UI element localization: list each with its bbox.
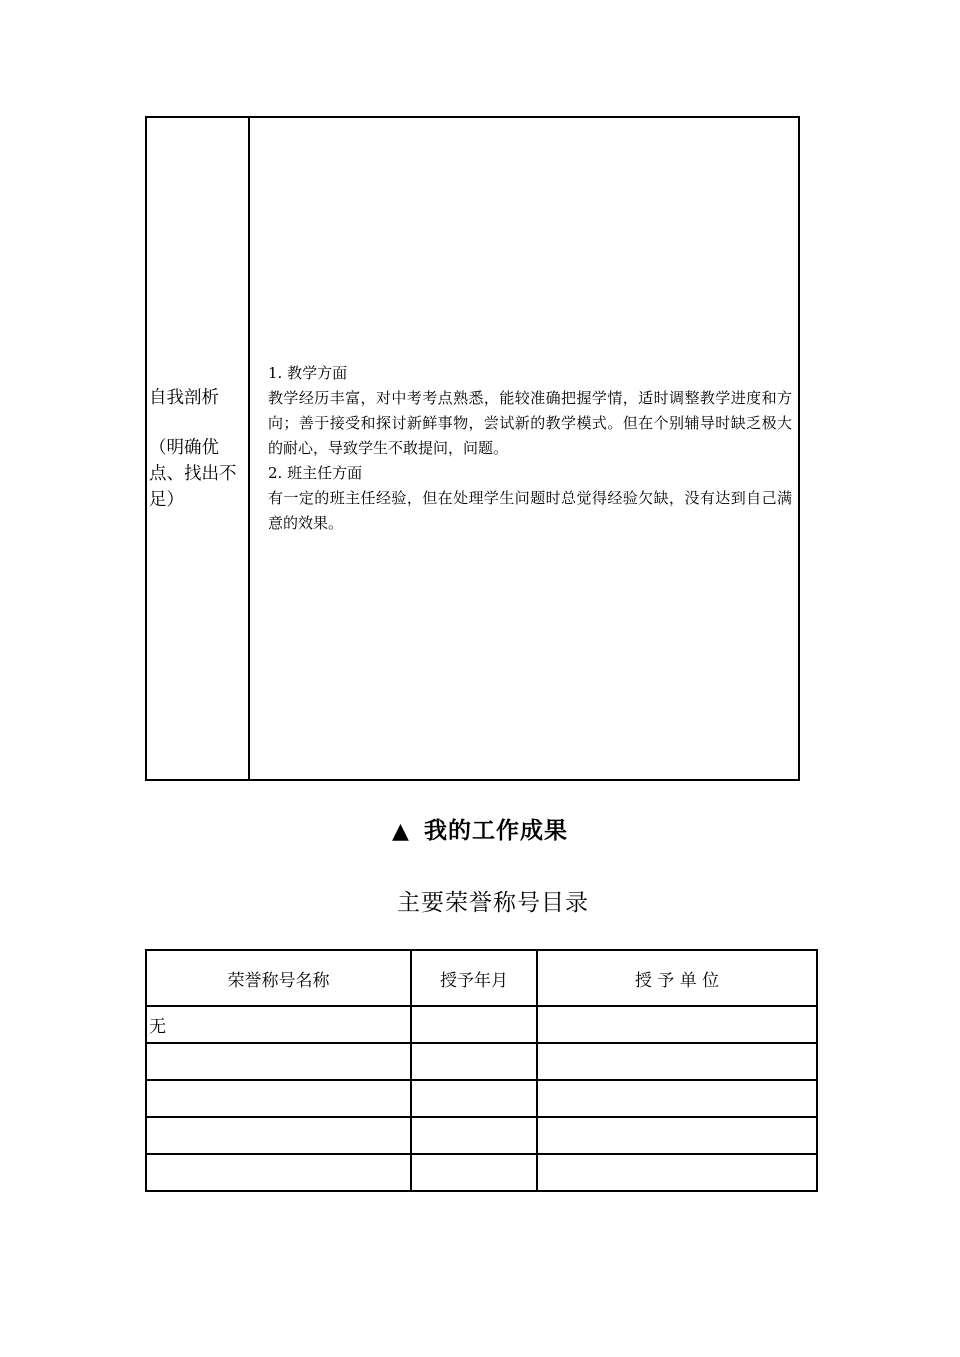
award-unit-cell: [537, 1117, 817, 1154]
award-date-cell: [411, 1154, 537, 1191]
teaching-paragraph: 教学经历丰富，对中考考点熟悉，能较准确把握学情，适时调整教学进度和方向；善于接受和探讨新鲜事物，尝试新的教学模式。但在个别辅导时缺乏极大的耐心，导致学生不敢提问，问题。: [268, 389, 792, 457]
self-analysis-content-cell: [250, 118, 798, 779]
header-award-unit: 授 予 单 位: [537, 950, 817, 1006]
work-results-heading: [0, 812, 960, 845]
header-award-date: 授予年月: [411, 950, 537, 1006]
class-teacher-heading: 2. 班主任方面: [268, 464, 363, 482]
self-analysis-label-cell: [147, 118, 250, 779]
teaching-heading: 1. 教学方面: [268, 364, 348, 382]
honors-header-row: [146, 950, 817, 1006]
award-date-cell: [411, 1117, 537, 1154]
table-row: [146, 1117, 817, 1154]
honor-name-cell: [146, 1117, 411, 1154]
header-honor-name: 荣誉称号名称: [146, 950, 411, 1006]
honor-name-cell: [146, 1080, 411, 1117]
honor-name-cell: [146, 1154, 411, 1191]
honor-name-cell: 无: [146, 1006, 411, 1043]
honors-table: [145, 949, 818, 1192]
table-row: [146, 1006, 817, 1043]
award-date-cell: [411, 1080, 537, 1117]
award-unit-cell: [537, 1043, 817, 1080]
award-unit-cell: [537, 1154, 817, 1191]
honors-heading: 主要荣誉称号目录: [397, 890, 589, 916]
award-unit-cell: [537, 1080, 817, 1117]
table-row: [146, 1043, 817, 1080]
award-unit-cell: [537, 1006, 817, 1043]
self-analysis-label-title: 自我剖析: [149, 387, 219, 408]
self-analysis-table: [145, 116, 800, 781]
table-row: [146, 1154, 817, 1191]
table-row: [146, 1080, 817, 1117]
self-analysis-label-note: （明确优 点、找出不 足）: [149, 437, 237, 510]
class-teacher-paragraph: 有一定的班主任经验，但在处理学生问题时总觉得经验欠缺，没有达到自己满意的效果。: [268, 489, 792, 532]
award-date-cell: [411, 1006, 537, 1043]
triangle-up-icon: ▲: [392, 819, 410, 844]
honor-name-cell: [146, 1043, 411, 1080]
award-date-cell: [411, 1043, 537, 1080]
work-results-title: 我的工作成果: [423, 818, 568, 844]
